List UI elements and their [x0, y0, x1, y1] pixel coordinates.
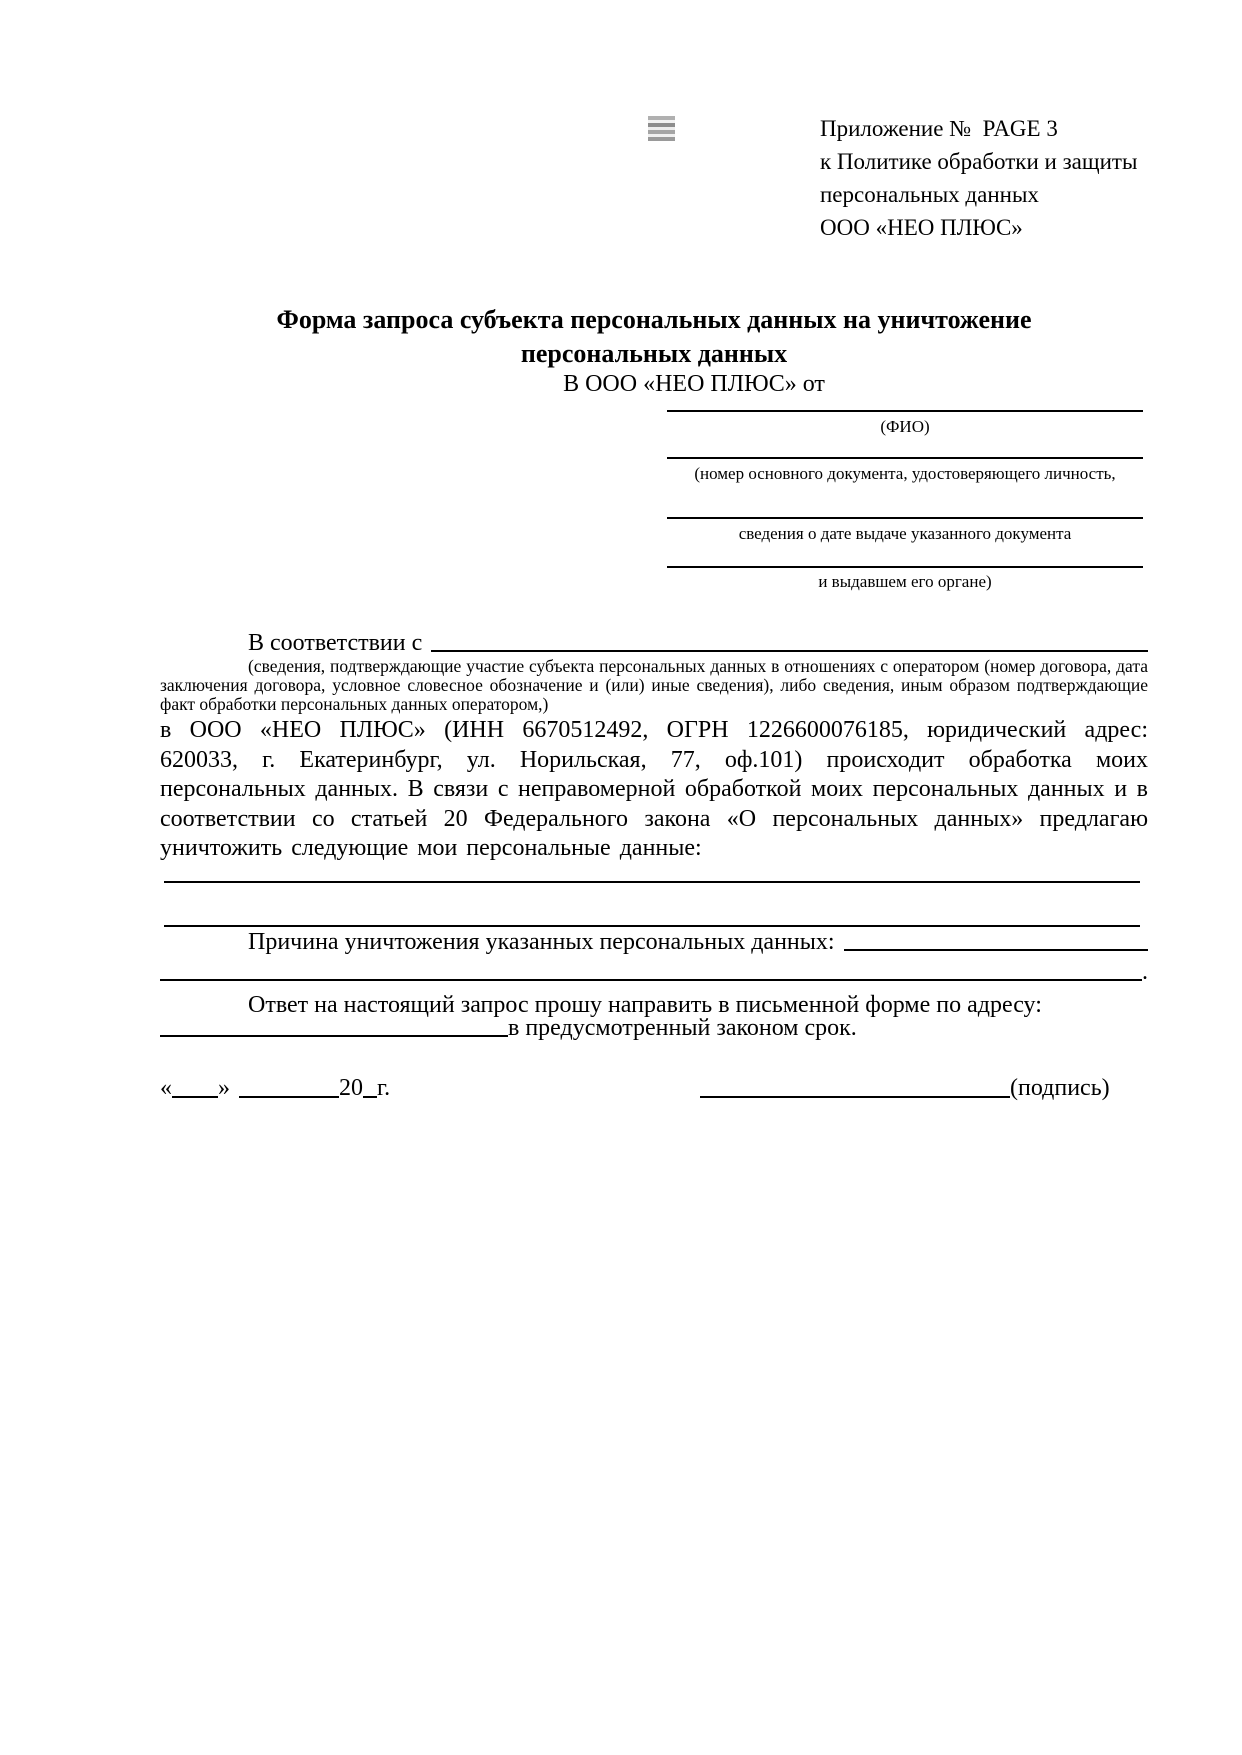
appendix-header-line: Приложение № PAGE 3 [820, 116, 1058, 141]
form-title [160, 303, 1148, 371]
reason-fill-line[interactable] [844, 949, 1148, 951]
form-title-line1: Форма запроса субъекта персональных данных на уничтожение [276, 305, 1032, 334]
reason-label: Причина уничтожения указанных персональных данных: [248, 929, 835, 955]
response-address-row [160, 1015, 1148, 1042]
accordance-fill-line[interactable] [431, 650, 1148, 652]
year-fill-line[interactable] [363, 1096, 377, 1098]
appendix-header-line: ООО «НЕО ПЛЮС» [820, 215, 1023, 240]
appendix-header-line: к Политике обработки и защиты [820, 149, 1138, 174]
day-fill-line[interactable] [172, 1096, 218, 1098]
accordance-row [160, 630, 1148, 658]
month-fill-line[interactable] [239, 1096, 339, 1098]
issuing-authority-fill-line[interactable] [667, 566, 1143, 568]
year-suffix: г. [377, 1075, 391, 1101]
period-mark: . [1142, 959, 1148, 985]
fio-fill-line[interactable] [667, 410, 1143, 412]
issue-date-caption: сведения о дате выдаче указанного документа [738, 524, 1072, 543]
open-quote: « [160, 1075, 172, 1101]
accordance-prefix: В соответствии с [248, 630, 423, 656]
signature-fill-line[interactable] [700, 1096, 1010, 1098]
response-deadline-text: в предусмотренный законом срок. [508, 1015, 857, 1041]
appendix-header [820, 112, 1137, 244]
year-prefix: 20 [339, 1075, 363, 1101]
issue-date-fill-line[interactable] [667, 517, 1143, 519]
doc-number-caption: (номер основного документа, удостоверяющего личность, [694, 464, 1116, 483]
addressee-line: В ООО «НЕО ПЛЮС» от [563, 371, 825, 397]
signature-caption: (подпись) [1010, 1075, 1110, 1101]
date-field [160, 1075, 390, 1102]
close-quote: » [218, 1075, 230, 1101]
signature-field [700, 1075, 1110, 1102]
reason-continuation-row [160, 959, 1148, 987]
issuing-authority-caption: и выдавшем его органе) [818, 572, 992, 591]
form-title-line2: персональных данных [520, 339, 788, 368]
response-request-text: Ответ на настоящий запрос прошу направить в письменной форме по адресу: [248, 992, 1042, 1018]
reason-fill-line-2[interactable] [160, 979, 1142, 981]
address-fill-line[interactable] [160, 1035, 508, 1037]
appendix-header-line: персональных данных [820, 182, 1039, 207]
personal-data-fill-line-2[interactable] [164, 925, 1140, 927]
accordance-note: (сведения, подтверждающие участие субъекта персональных данных в отношениях с оператором (номер договора, дата заключения договора, условное словесное обозначение и (или) иные сведения), либо сведения, иным образом подтверждающие факт обработки персональных данных оператором,) [160, 656, 1148, 714]
personal-data-fill-line-1[interactable] [164, 881, 1140, 883]
reason-row [160, 929, 1148, 956]
fio-caption: (ФИО) [880, 417, 930, 436]
embedded-doc-thumbnail-icon [648, 116, 675, 142]
request-paragraph: в ООО «НЕО ПЛЮС» (ИНН 6670512492, ОГРН 1226600076185, юридический адрес: 620033, г. Екатеринбург, ул. Норильская, 77, оф.101) происходит обработка моих персональных данных. В связи с неправомерной обработкой моих персональных данных и в соответствии со статьей 20 Федерального закона «О персональных данных» предлагаю уничтожить следующие мои персональные данные: [160, 717, 1148, 861]
doc-number-fill-line[interactable] [667, 457, 1143, 459]
